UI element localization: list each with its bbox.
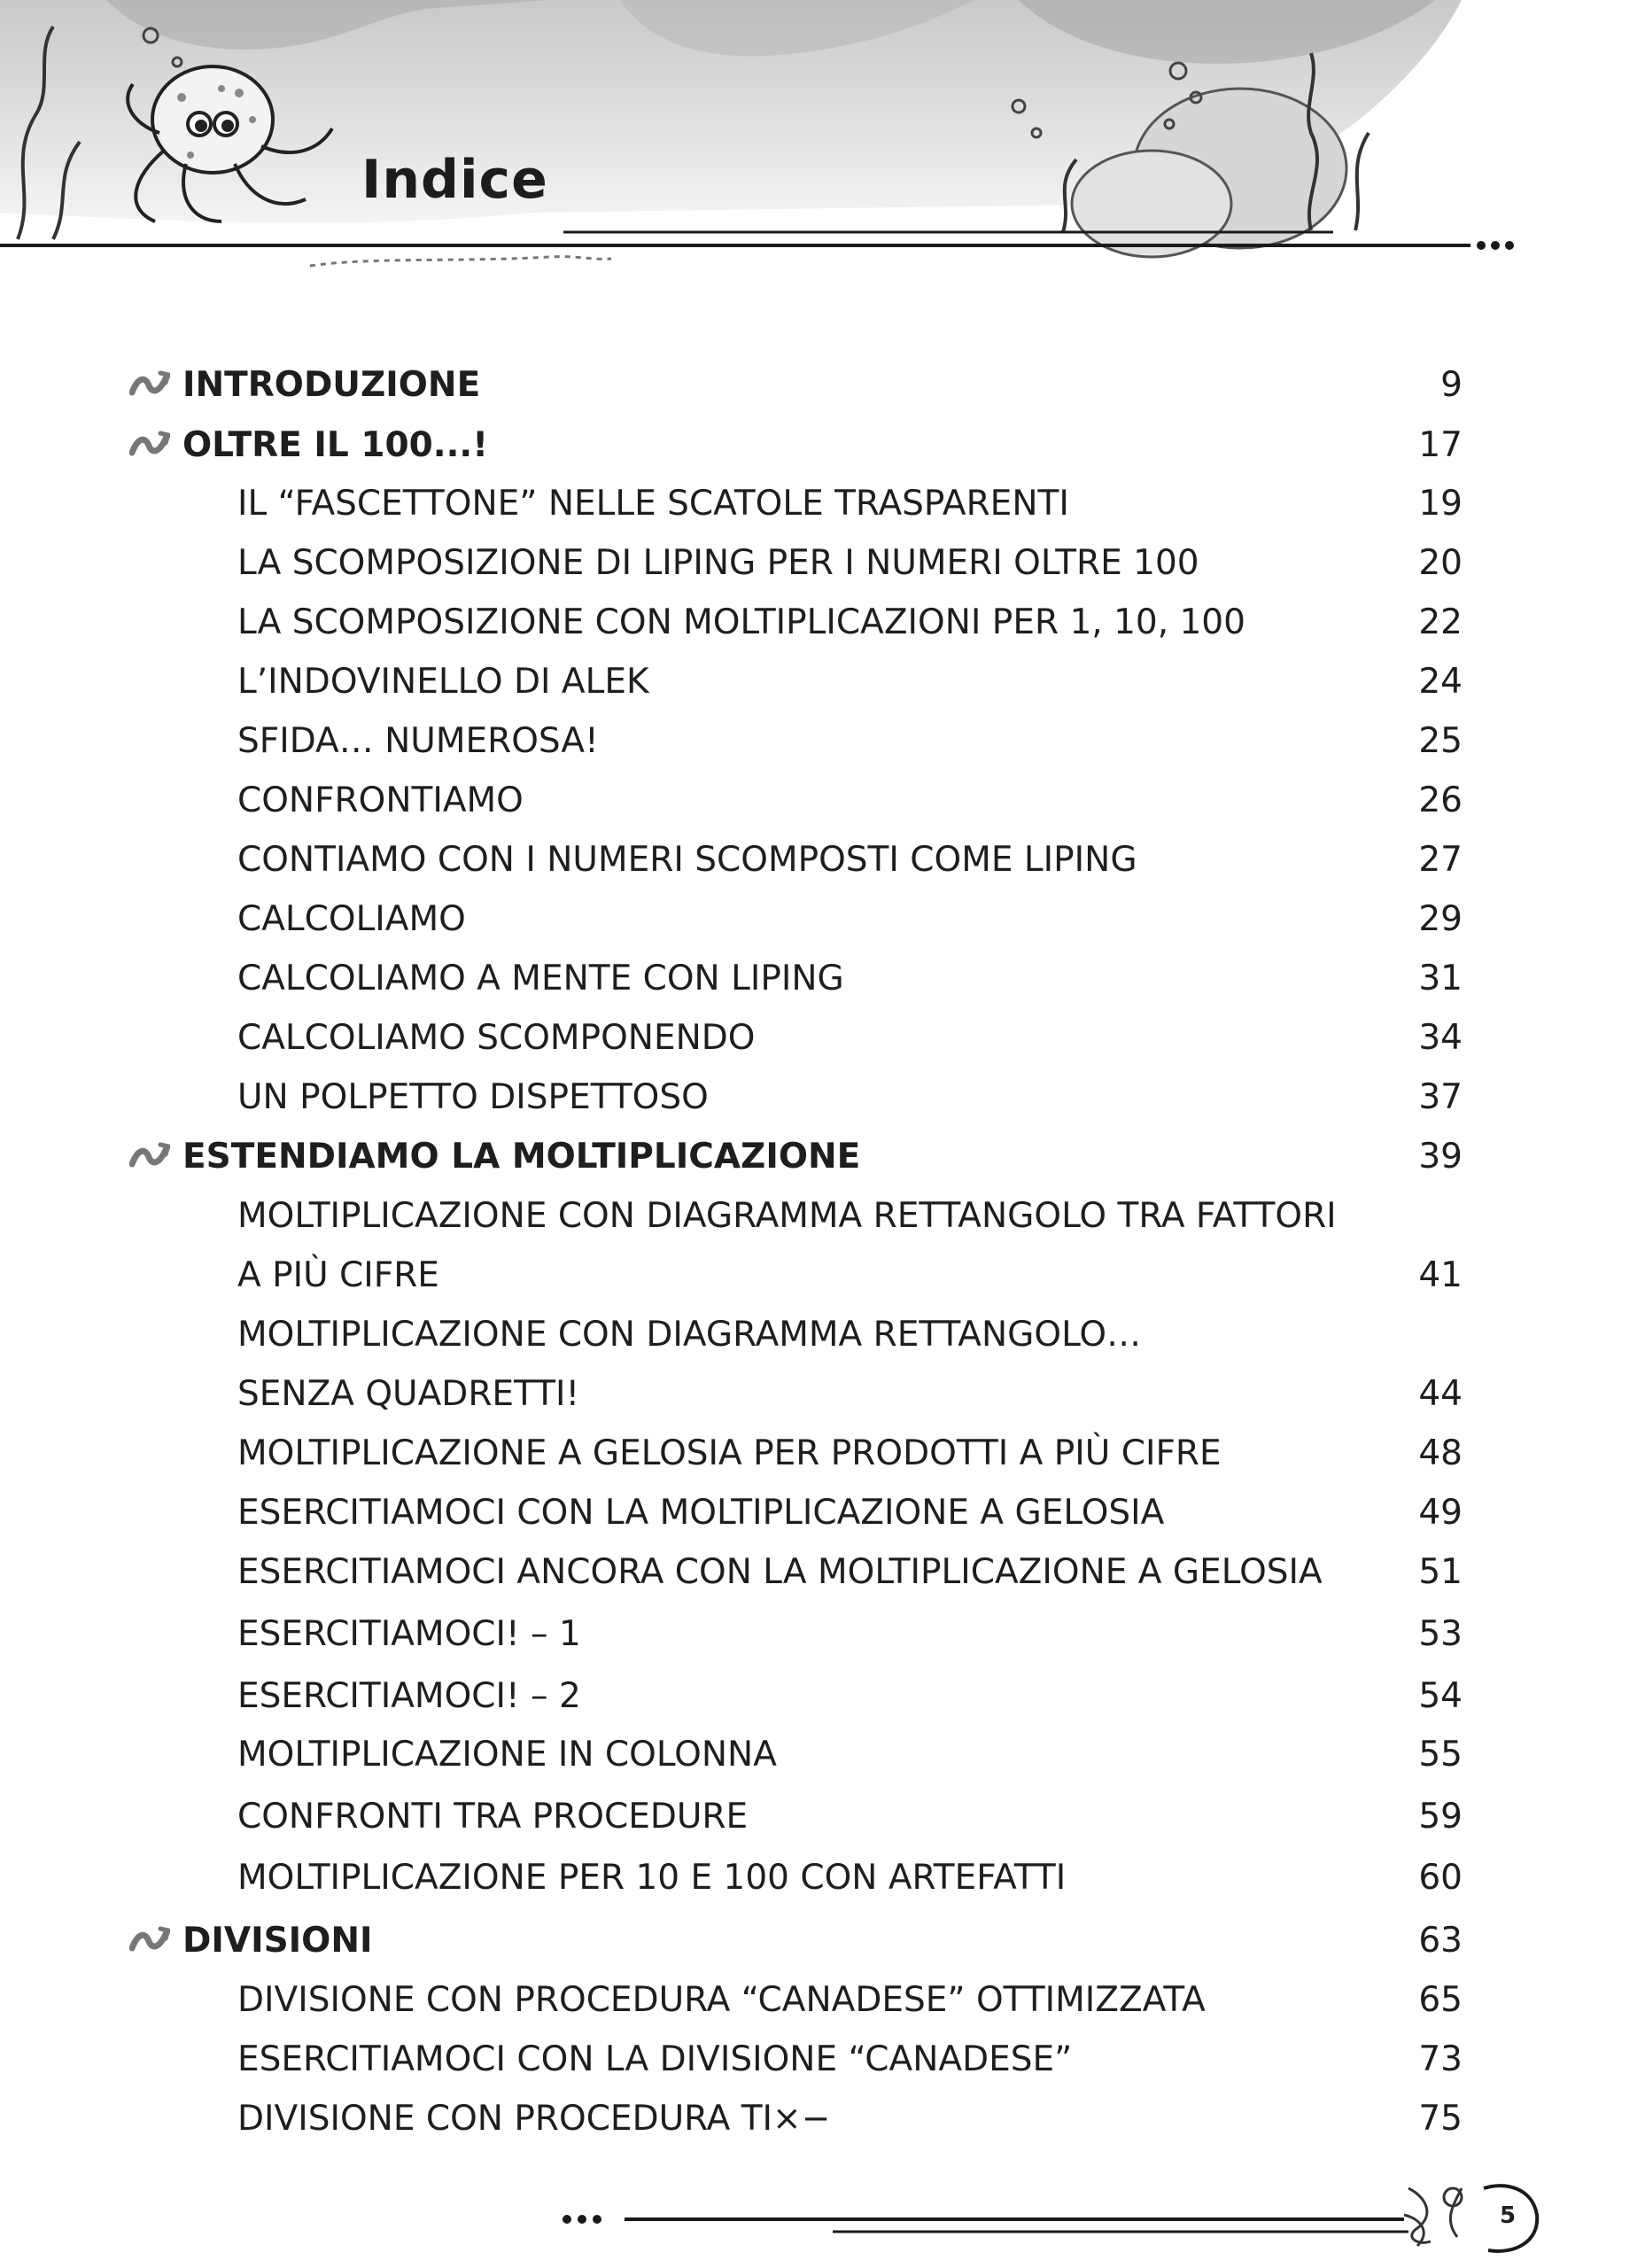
toc-entry[interactable] <box>0 834 1645 887</box>
curved-arrow-icon <box>129 369 170 398</box>
toc-entry[interactable] <box>0 596 1645 649</box>
toc-entry-page: 73 <box>1418 2039 1463 2079</box>
toc-entry-title: SENZA QUADRETTI! <box>237 1374 580 1414</box>
toc-entry-title: DIVISIONE CON PROCEDURA “CANADESE” OTTIMIZZATA <box>237 1980 1206 2020</box>
toc-entry[interactable] <box>0 656 1645 709</box>
toc-entry[interactable] <box>0 2093 1645 2146</box>
toc-entry-page: 17 <box>1418 425 1463 465</box>
toc-entry[interactable] <box>0 1670 1645 1723</box>
toc-section[interactable] <box>0 359 1645 412</box>
toc-entry-page: 27 <box>1418 840 1463 880</box>
toc-entry-page: 60 <box>1418 1858 1463 1898</box>
toc-entry[interactable] <box>0 1427 1645 1480</box>
toc-entry[interactable] <box>0 1728 1645 1782</box>
toc-entry-title: CALCOLIAMO SCOMPONENDO <box>237 1018 756 1058</box>
toc-entry-page: 49 <box>1418 1493 1463 1533</box>
toc-entry-page: 9 <box>1440 365 1463 405</box>
toc-entry-page: 51 <box>1418 1552 1463 1592</box>
toc-entry[interactable] <box>0 774 1645 827</box>
toc-entry-title: DIVISIONE CON PROCEDURA TI×− <box>237 2099 831 2139</box>
toc-entry[interactable] <box>0 1368 1645 1421</box>
toc-entry-title: ESERCITIAMOCI CON LA DIVISIONE “CANADESE” <box>237 2039 1073 2079</box>
toc-entry[interactable] <box>0 478 1645 531</box>
toc-entry-page: 53 <box>1418 1614 1463 1654</box>
toc-entry-page: 41 <box>1418 1255 1463 1295</box>
toc-entry-title: A PIÙ CIFRE <box>237 1255 439 1295</box>
toc-entry-title: CONFRONTIAMO <box>237 781 524 820</box>
toc-entry-title: SFIDA… NUMEROSA! <box>237 721 599 761</box>
toc-entry[interactable] <box>0 1012 1645 1065</box>
toc-entry-title: ESERCITIAMOCI ANCORA CON LA MOLTIPLICAZIONE A GELOSIA <box>237 1552 1323 1592</box>
toc-entry-title: MOLTIPLICAZIONE IN COLONNA <box>237 1735 777 1775</box>
toc-entry-page: 44 <box>1418 1374 1463 1414</box>
page-title: Indice <box>361 149 548 211</box>
curved-arrow-icon <box>129 430 170 458</box>
toc-entry[interactable] <box>0 1487 1645 1540</box>
toc-entry-page: 55 <box>1418 1735 1463 1775</box>
toc-entry[interactable] <box>0 1790 1645 1844</box>
toc-entry-page: 31 <box>1418 959 1463 998</box>
toc-entry-title: CONFRONTI TRA PROCEDURE <box>237 1797 749 1837</box>
toc-entry-title: IL “FASCETTONE” NELLE SCATOLE TRASPARENTI <box>237 484 1069 524</box>
toc-entry-title: INTRODUZIONE <box>182 365 481 405</box>
page-number: 5 <box>1499 2202 1517 2229</box>
toc-entry-page: 25 <box>1418 721 1463 761</box>
toc-entry-title: ESTENDIAMO LA MOLTIPLICAZIONE <box>182 1137 861 1177</box>
toc-entry-title: CONTIAMO CON I NUMERI SCOMPOSTI COME LIPING <box>237 840 1137 880</box>
toc-entry-page: 24 <box>1418 662 1463 702</box>
toc-entry[interactable] <box>0 952 1645 1006</box>
toc-entry[interactable] <box>0 1608 1645 1661</box>
toc-entry-page: 19 <box>1418 484 1463 524</box>
octopus-tentacle-icon <box>1404 2188 1462 2246</box>
toc-entry[interactable] <box>0 1852 1645 1905</box>
toc-entry-page: 63 <box>1418 1921 1463 1961</box>
toc-entry-title: CALCOLIAMO <box>237 899 466 939</box>
toc-entry[interactable] <box>0 2033 1645 2086</box>
toc-entry-page: 34 <box>1418 1018 1463 1058</box>
toc-entry-title: MOLTIPLICAZIONE PER 10 E 100 CON ARTEFATTI <box>237 1858 1067 1898</box>
toc-section[interactable] <box>0 419 1645 472</box>
toc-entry-page: 65 <box>1418 1980 1463 2020</box>
toc-entry-title: ESERCITIAMOCI! – 2 <box>237 1676 581 1716</box>
toc-entry-title: ESERCITIAMOCI! – 1 <box>237 1614 581 1654</box>
toc-entry[interactable] <box>0 893 1645 946</box>
toc-entry-page: 48 <box>1418 1433 1463 1473</box>
toc-entry[interactable] <box>0 1974 1645 2027</box>
toc-entry[interactable] <box>0 1190 1645 1243</box>
toc-entry-title: MOLTIPLICAZIONE CON DIAGRAMMA RETTANGOLO… <box>237 1315 1142 1355</box>
toc-entry[interactable] <box>0 1071 1645 1124</box>
toc-entry-title: MOLTIPLICAZIONE CON DIAGRAMMA RETTANGOLO TRA FATTORI <box>237 1196 1337 1236</box>
toc-entry-title: CALCOLIAMO A MENTE CON LIPING <box>237 959 844 998</box>
curved-arrow-icon <box>129 1141 170 1169</box>
toc-entry-title: UN POLPETTO DISPETTOSO <box>237 1077 709 1117</box>
toc-entry-title: LA SCOMPOSIZIONE CON MOLTIPLICAZIONI PER 1, 10, 100 <box>237 602 1245 642</box>
toc-entry-page: 22 <box>1418 602 1463 642</box>
toc-entry[interactable] <box>0 715 1645 768</box>
toc-entry-title: LA SCOMPOSIZIONE DI LIPING PER I NUMERI OLTRE 100 <box>237 543 1199 583</box>
curved-arrow-icon <box>129 1925 170 1953</box>
toc-entry-title: ESERCITIAMOCI CON LA MOLTIPLICAZIONE A GELOSIA <box>237 1493 1165 1533</box>
toc-entry-page: 59 <box>1418 1797 1463 1837</box>
footer-decoration <box>0 2144 1645 2268</box>
toc-entry[interactable] <box>0 537 1645 590</box>
toc-entry-page: 39 <box>1418 1137 1463 1177</box>
toc-entry-title: MOLTIPLICAZIONE A GELOSIA PER PRODOTTI A PIÙ CIFRE <box>237 1433 1222 1473</box>
toc-entry[interactable] <box>0 1309 1645 1362</box>
toc-entry-page: 54 <box>1418 1676 1463 1716</box>
toc-entry[interactable] <box>0 1249 1645 1302</box>
toc-section[interactable] <box>0 1915 1645 1968</box>
toc-entry-page: 26 <box>1418 781 1463 820</box>
toc-entry-page: 75 <box>1418 2099 1463 2139</box>
toc-entry-page: 20 <box>1418 543 1463 583</box>
toc-section[interactable] <box>0 1130 1645 1184</box>
toc-entry-title: L’INDOVINELLO DI ALEK <box>237 662 649 702</box>
toc-entry-page: 37 <box>1418 1077 1463 1117</box>
toc-entry[interactable] <box>0 1546 1645 1599</box>
toc-entry-title: OLTRE IL 100...! <box>182 425 488 465</box>
toc-entry-title: DIVISIONI <box>182 1921 373 1961</box>
toc-entry-page: 29 <box>1418 899 1463 939</box>
